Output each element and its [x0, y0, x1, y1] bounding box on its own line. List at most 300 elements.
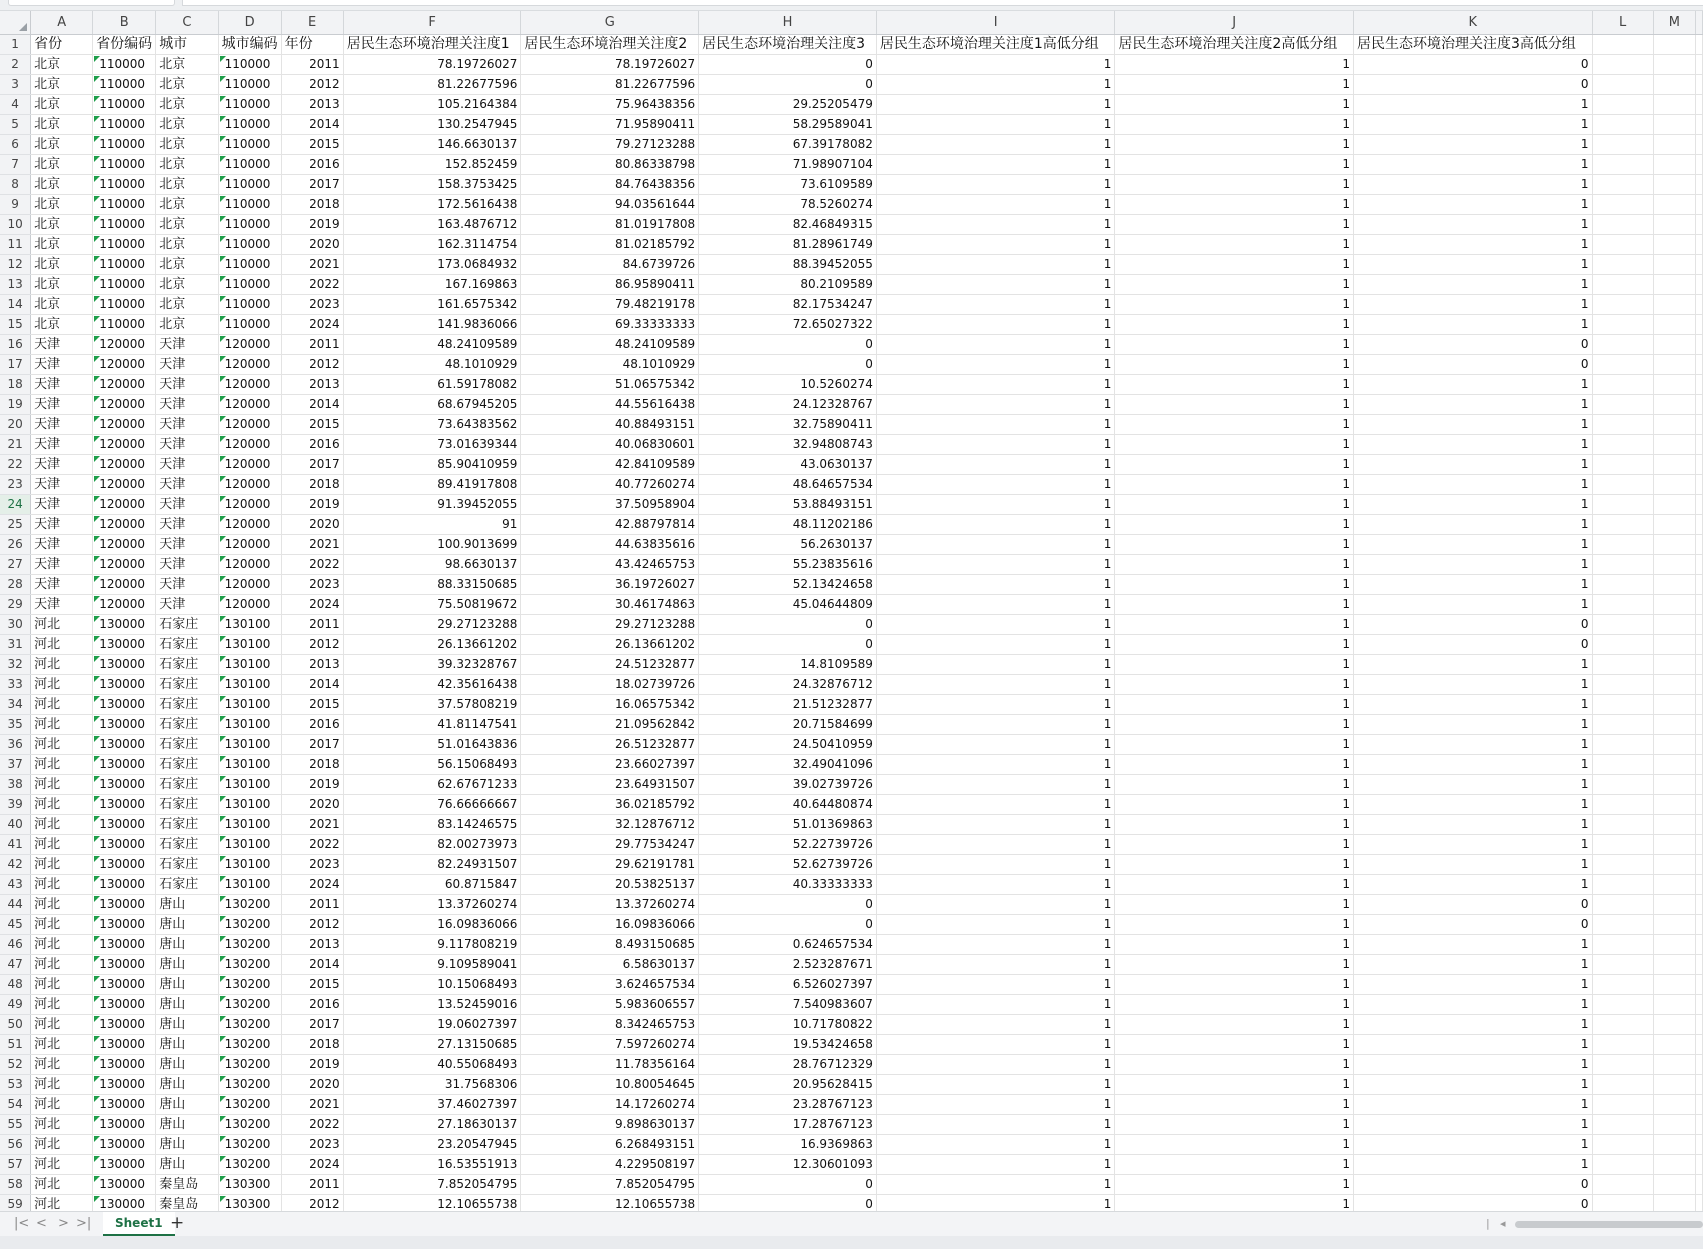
empty-cell[interactable]: [1696, 314, 1703, 334]
cell-a[interactable]: 河北: [31, 1174, 93, 1194]
cell-j[interactable]: 1: [1115, 354, 1354, 374]
cell-j[interactable]: 1: [1115, 974, 1354, 994]
cell-f[interactable]: 13.52459016: [343, 994, 521, 1014]
cell-g[interactable]: 40.77260274: [521, 474, 699, 494]
cell-g[interactable]: 14.17260274: [521, 1094, 699, 1114]
cell-f[interactable]: 73.01639344: [343, 434, 521, 454]
cell-i[interactable]: 1: [876, 974, 1115, 994]
cell-e[interactable]: 2022: [281, 1114, 343, 1134]
cell-h[interactable]: 82.17534247: [699, 294, 877, 314]
column-header-l[interactable]: L: [1592, 11, 1653, 34]
empty-cell[interactable]: [1653, 154, 1695, 174]
header-cell[interactable]: 城市编码: [218, 34, 281, 54]
cell-g[interactable]: 81.22677596: [521, 74, 699, 94]
cell-g[interactable]: 29.62191781: [521, 854, 699, 874]
cell-f[interactable]: 56.15068493: [343, 754, 521, 774]
cell-i[interactable]: 1: [876, 774, 1115, 794]
empty-cell[interactable]: [1592, 174, 1653, 194]
empty-cell[interactable]: [1592, 294, 1653, 314]
empty-cell[interactable]: [1696, 894, 1703, 914]
row-header[interactable]: 53: [0, 1074, 31, 1094]
empty-cell[interactable]: [1592, 594, 1653, 614]
cell-d[interactable]: 120000: [218, 414, 281, 434]
cell-h[interactable]: 48.11202186: [699, 514, 877, 534]
cell-h[interactable]: 2.523287671: [699, 954, 877, 974]
cell-e[interactable]: 2011: [281, 1174, 343, 1194]
cell-i[interactable]: 1: [876, 914, 1115, 934]
cell-a[interactable]: 天津: [31, 374, 93, 394]
row-header[interactable]: 55: [0, 1114, 31, 1134]
empty-cell[interactable]: [1696, 414, 1703, 434]
cell-d[interactable]: 110000: [218, 74, 281, 94]
cell-a[interactable]: 河北: [31, 734, 93, 754]
cell-d[interactable]: 130200: [218, 934, 281, 954]
empty-cell[interactable]: [1696, 274, 1703, 294]
cell-h[interactable]: 55.23835616: [699, 554, 877, 574]
cell-c[interactable]: 天津: [156, 354, 218, 374]
empty-cell[interactable]: [1696, 654, 1703, 674]
cell-d[interactable]: 130100: [218, 654, 281, 674]
cell-j[interactable]: 1: [1115, 634, 1354, 654]
cell-i[interactable]: 1: [876, 714, 1115, 734]
cell-e[interactable]: 2017: [281, 454, 343, 474]
cell-e[interactable]: 2023: [281, 854, 343, 874]
cell-k[interactable]: 1: [1353, 554, 1592, 574]
cell-j[interactable]: 1: [1115, 1094, 1354, 1114]
cell-g[interactable]: 84.6739726: [521, 254, 699, 274]
empty-cell[interactable]: [1592, 614, 1653, 634]
cell-d[interactable]: 130200: [218, 914, 281, 934]
cell-i[interactable]: 1: [876, 434, 1115, 454]
cell-h[interactable]: 0: [699, 334, 877, 354]
cell-b[interactable]: 120000: [93, 574, 156, 594]
cell-e[interactable]: 2020: [281, 234, 343, 254]
row-header[interactable]: 57: [0, 1154, 31, 1174]
cell-k[interactable]: 1: [1353, 954, 1592, 974]
cell-a[interactable]: 河北: [31, 894, 93, 914]
cell-d[interactable]: 110000: [218, 194, 281, 214]
empty-cell[interactable]: [1592, 834, 1653, 854]
cell-k[interactable]: 1: [1353, 1114, 1592, 1134]
cell-a[interactable]: 北京: [31, 274, 93, 294]
cell-h[interactable]: 56.2630137: [699, 534, 877, 554]
cell-i[interactable]: 1: [876, 94, 1115, 114]
cell-d[interactable]: 110000: [218, 254, 281, 274]
cell-b[interactable]: 110000: [93, 294, 156, 314]
header-cell[interactable]: 省份: [31, 34, 93, 54]
cell-g[interactable]: 79.48219178: [521, 294, 699, 314]
cell-d[interactable]: 130100: [218, 834, 281, 854]
cell-h[interactable]: 10.5260274: [699, 374, 877, 394]
cell-b[interactable]: 130000: [93, 1194, 156, 1211]
empty-cell[interactable]: [1592, 314, 1653, 334]
cell-k[interactable]: 1: [1353, 654, 1592, 674]
cell-d[interactable]: 120000: [218, 334, 281, 354]
cell-f[interactable]: 76.66666667: [343, 794, 521, 814]
empty-cell[interactable]: [1696, 194, 1703, 214]
cell-i[interactable]: 1: [876, 414, 1115, 434]
cell-g[interactable]: 30.46174863: [521, 594, 699, 614]
cell-b[interactable]: 130000: [93, 714, 156, 734]
empty-cell[interactable]: [1696, 834, 1703, 854]
cell-b[interactable]: 110000: [93, 154, 156, 174]
cell-f[interactable]: 173.0684932: [343, 254, 521, 274]
cell-c[interactable]: 石家庄: [156, 654, 218, 674]
cell-g[interactable]: 29.77534247: [521, 834, 699, 854]
cell-d[interactable]: 130100: [218, 754, 281, 774]
cell-k[interactable]: 1: [1353, 974, 1592, 994]
cell-g[interactable]: 78.19726027: [521, 54, 699, 74]
empty-cell[interactable]: [1696, 114, 1703, 134]
cell-h[interactable]: 40.33333333: [699, 874, 877, 894]
cell-i[interactable]: 1: [876, 834, 1115, 854]
cell-b[interactable]: 110000: [93, 54, 156, 74]
cell-i[interactable]: 1: [876, 1014, 1115, 1034]
cell-h[interactable]: 81.28961749: [699, 234, 877, 254]
cell-f[interactable]: 105.2164384: [343, 94, 521, 114]
cell-i[interactable]: 1: [876, 214, 1115, 234]
row-header[interactable]: 34: [0, 694, 31, 714]
empty-cell[interactable]: [1653, 474, 1695, 494]
empty-cell[interactable]: [1653, 534, 1695, 554]
empty-cell[interactable]: [1592, 754, 1653, 774]
cell-k[interactable]: 1: [1353, 694, 1592, 714]
cell-c[interactable]: 天津: [156, 554, 218, 574]
empty-cell[interactable]: [1592, 1014, 1653, 1034]
cell-f[interactable]: 10.15068493: [343, 974, 521, 994]
cell-f[interactable]: 146.6630137: [343, 134, 521, 154]
cell-k[interactable]: 1: [1353, 134, 1592, 154]
empty-cell[interactable]: [1653, 1034, 1695, 1054]
cell-g[interactable]: 94.03561644: [521, 194, 699, 214]
cell-a[interactable]: 天津: [31, 334, 93, 354]
empty-cell[interactable]: [1696, 54, 1703, 74]
empty-cell[interactable]: [1653, 674, 1695, 694]
empty-cell[interactable]: [1653, 494, 1695, 514]
empty-cell[interactable]: [1592, 74, 1653, 94]
cell-g[interactable]: 3.624657534: [521, 974, 699, 994]
cell-j[interactable]: 1: [1115, 1114, 1354, 1134]
cell-b[interactable]: 120000: [93, 534, 156, 554]
cell-h[interactable]: 24.32876712: [699, 674, 877, 694]
cell-d[interactable]: 120000: [218, 574, 281, 594]
cell-f[interactable]: 91: [343, 514, 521, 534]
cell-h[interactable]: 0: [699, 1194, 877, 1211]
cell-f[interactable]: 167.169863: [343, 274, 521, 294]
cell-a[interactable]: 河北: [31, 1154, 93, 1174]
empty-cell[interactable]: [1592, 354, 1653, 374]
cell-b[interactable]: 130000: [93, 1074, 156, 1094]
cell-e[interactable]: 2015: [281, 974, 343, 994]
cell-b[interactable]: 130000: [93, 934, 156, 954]
cell-d[interactable]: 130200: [218, 1034, 281, 1054]
empty-cell[interactable]: [1592, 814, 1653, 834]
cell-b[interactable]: 110000: [93, 94, 156, 114]
cell-a[interactable]: 北京: [31, 154, 93, 174]
cell-d[interactable]: 130300: [218, 1174, 281, 1194]
cell-h[interactable]: 0: [699, 1174, 877, 1194]
cell-a[interactable]: 天津: [31, 554, 93, 574]
empty-cell[interactable]: [1592, 214, 1653, 234]
cell-c[interactable]: 天津: [156, 454, 218, 474]
cell-c[interactable]: 北京: [156, 254, 218, 274]
empty-cell[interactable]: [1653, 1154, 1695, 1174]
cell-e[interactable]: 2018: [281, 194, 343, 214]
empty-cell[interactable]: [1696, 994, 1703, 1014]
cell-g[interactable]: 71.95890411: [521, 114, 699, 134]
empty-cell[interactable]: [1592, 934, 1653, 954]
cell-j[interactable]: 1: [1115, 254, 1354, 274]
cell-j[interactable]: 1: [1115, 1014, 1354, 1034]
empty-cell[interactable]: [1653, 454, 1695, 474]
scroll-left-icon[interactable]: ◂: [1500, 1217, 1506, 1230]
cell-g[interactable]: 37.50958904: [521, 494, 699, 514]
cell-k[interactable]: 1: [1353, 314, 1592, 334]
row-header[interactable]: 26: [0, 534, 31, 554]
cell-d[interactable]: 120000: [218, 374, 281, 394]
cell-f[interactable]: 27.18630137: [343, 1114, 521, 1134]
cell-f[interactable]: 141.9836066: [343, 314, 521, 334]
cell-h[interactable]: 0: [699, 634, 877, 654]
cell-g[interactable]: 7.852054795: [521, 1174, 699, 1194]
cell-g[interactable]: 44.63835616: [521, 534, 699, 554]
cell-k[interactable]: 0: [1353, 894, 1592, 914]
empty-cell[interactable]: [1592, 1194, 1653, 1211]
cell-k[interactable]: 1: [1353, 574, 1592, 594]
cell-i[interactable]: 1: [876, 854, 1115, 874]
empty-cell[interactable]: [1696, 374, 1703, 394]
cell-b[interactable]: 110000: [93, 194, 156, 214]
empty-cell[interactable]: [1696, 34, 1703, 54]
empty-cell[interactable]: [1592, 734, 1653, 754]
cell-i[interactable]: 1: [876, 54, 1115, 74]
cell-c[interactable]: 天津: [156, 414, 218, 434]
cell-k[interactable]: 0: [1353, 914, 1592, 934]
empty-cell[interactable]: [1653, 114, 1695, 134]
cell-k[interactable]: 1: [1353, 174, 1592, 194]
empty-cell[interactable]: [1696, 714, 1703, 734]
cell-h[interactable]: 14.8109589: [699, 654, 877, 674]
cell-j[interactable]: 1: [1115, 234, 1354, 254]
cell-e[interactable]: 2023: [281, 1134, 343, 1154]
cell-a[interactable]: 河北: [31, 634, 93, 654]
cell-b[interactable]: 130000: [93, 1094, 156, 1114]
cell-k[interactable]: 0: [1353, 74, 1592, 94]
row-header[interactable]: 41: [0, 834, 31, 854]
row-header[interactable]: 5: [0, 114, 31, 134]
cell-c[interactable]: 石家庄: [156, 734, 218, 754]
cell-e[interactable]: 2017: [281, 174, 343, 194]
empty-cell[interactable]: [1696, 954, 1703, 974]
cell-j[interactable]: 1: [1115, 274, 1354, 294]
cell-b[interactable]: 130000: [93, 634, 156, 654]
cell-c[interactable]: 北京: [156, 54, 218, 74]
cell-i[interactable]: 1: [876, 874, 1115, 894]
cell-d[interactable]: 110000: [218, 114, 281, 134]
cell-e[interactable]: 2018: [281, 1034, 343, 1054]
cell-k[interactable]: 1: [1353, 994, 1592, 1014]
cell-h[interactable]: 19.53424658: [699, 1034, 877, 1054]
cell-a[interactable]: 天津: [31, 594, 93, 614]
cell-f[interactable]: 42.35616438: [343, 674, 521, 694]
cell-i[interactable]: 1: [876, 174, 1115, 194]
empty-cell[interactable]: [1696, 1114, 1703, 1134]
empty-cell[interactable]: [1592, 854, 1653, 874]
cell-k[interactable]: 0: [1353, 54, 1592, 74]
cell-e[interactable]: 2019: [281, 214, 343, 234]
cell-g[interactable]: 26.51232877: [521, 734, 699, 754]
cell-g[interactable]: 21.09562842: [521, 714, 699, 734]
cell-f[interactable]: 91.39452055: [343, 494, 521, 514]
cell-j[interactable]: 1: [1115, 474, 1354, 494]
cell-a[interactable]: 河北: [31, 1054, 93, 1074]
empty-cell[interactable]: [1696, 1154, 1703, 1174]
cell-h[interactable]: 0: [699, 614, 877, 634]
cell-j[interactable]: 1: [1115, 1194, 1354, 1211]
cell-j[interactable]: 1: [1115, 154, 1354, 174]
cell-h[interactable]: 52.62739726: [699, 854, 877, 874]
cell-d[interactable]: 120000: [218, 534, 281, 554]
cell-a[interactable]: 河北: [31, 774, 93, 794]
cell-a[interactable]: 北京: [31, 74, 93, 94]
cell-i[interactable]: 1: [876, 734, 1115, 754]
cell-b[interactable]: 130000: [93, 1014, 156, 1034]
cell-a[interactable]: 河北: [31, 1074, 93, 1094]
row-header[interactable]: 29: [0, 594, 31, 614]
cell-k[interactable]: 1: [1353, 434, 1592, 454]
cell-j[interactable]: 1: [1115, 674, 1354, 694]
row-header[interactable]: 36: [0, 734, 31, 754]
cell-k[interactable]: 1: [1353, 154, 1592, 174]
cell-i[interactable]: 1: [876, 1054, 1115, 1074]
cell-a[interactable]: 河北: [31, 974, 93, 994]
cell-a[interactable]: 北京: [31, 194, 93, 214]
cell-k[interactable]: 1: [1353, 934, 1592, 954]
empty-cell[interactable]: [1592, 634, 1653, 654]
empty-cell[interactable]: [1696, 794, 1703, 814]
cell-c[interactable]: 石家庄: [156, 674, 218, 694]
empty-cell[interactable]: [1653, 794, 1695, 814]
cell-j[interactable]: 1: [1115, 1034, 1354, 1054]
cell-b[interactable]: 120000: [93, 374, 156, 394]
cell-b[interactable]: 130000: [93, 734, 156, 754]
header-cell[interactable]: 居民生态环境治理关注度1高低分组: [876, 34, 1115, 54]
cell-e[interactable]: 2012: [281, 1194, 343, 1211]
empty-cell[interactable]: [1696, 74, 1703, 94]
cell-c[interactable]: 北京: [156, 94, 218, 114]
row-header[interactable]: 31: [0, 634, 31, 654]
cell-b[interactable]: 110000: [93, 234, 156, 254]
cell-a[interactable]: 天津: [31, 454, 93, 474]
header-cell[interactable]: 居民生态环境治理关注度2高低分组: [1115, 34, 1354, 54]
empty-cell[interactable]: [1653, 214, 1695, 234]
cell-g[interactable]: 43.42465753: [521, 554, 699, 574]
cell-b[interactable]: 130000: [93, 814, 156, 834]
cell-e[interactable]: 2015: [281, 414, 343, 434]
empty-cell[interactable]: [1592, 974, 1653, 994]
cell-k[interactable]: 1: [1353, 214, 1592, 234]
cell-j[interactable]: 1: [1115, 194, 1354, 214]
cell-f[interactable]: 37.46027397: [343, 1094, 521, 1114]
cell-j[interactable]: 1: [1115, 834, 1354, 854]
cell-c[interactable]: 天津: [156, 434, 218, 454]
cell-i[interactable]: 1: [876, 394, 1115, 414]
cell-j[interactable]: 1: [1115, 54, 1354, 74]
empty-cell[interactable]: [1653, 1134, 1695, 1154]
cell-e[interactable]: 2024: [281, 314, 343, 334]
cell-k[interactable]: 0: [1353, 1194, 1592, 1211]
cell-j[interactable]: 1: [1115, 494, 1354, 514]
cell-a[interactable]: 天津: [31, 494, 93, 514]
cell-d[interactable]: 110000: [218, 54, 281, 74]
formula-input[interactable]: [182, 0, 1703, 6]
empty-cell[interactable]: [1696, 254, 1703, 274]
empty-cell[interactable]: [1696, 554, 1703, 574]
cell-b[interactable]: 130000: [93, 994, 156, 1014]
cell-g[interactable]: 5.983606557: [521, 994, 699, 1014]
row-header[interactable]: 6: [0, 134, 31, 154]
row-header[interactable]: 44: [0, 894, 31, 914]
cell-d[interactable]: 120000: [218, 394, 281, 414]
empty-cell[interactable]: [1696, 594, 1703, 614]
cell-d[interactable]: 130100: [218, 814, 281, 834]
cell-h[interactable]: 6.526027397: [699, 974, 877, 994]
cell-b[interactable]: 130000: [93, 854, 156, 874]
empty-cell[interactable]: [1653, 434, 1695, 454]
cell-f[interactable]: 89.41917808: [343, 474, 521, 494]
empty-cell[interactable]: [1653, 274, 1695, 294]
cell-a[interactable]: 河北: [31, 994, 93, 1014]
cell-g[interactable]: 36.02185792: [521, 794, 699, 814]
cell-f[interactable]: 85.90410959: [343, 454, 521, 474]
cell-e[interactable]: 2011: [281, 334, 343, 354]
cell-g[interactable]: 10.80054645: [521, 1074, 699, 1094]
cell-g[interactable]: 40.06830601: [521, 434, 699, 454]
cell-i[interactable]: 1: [876, 554, 1115, 574]
empty-cell[interactable]: [1592, 134, 1653, 154]
cell-j[interactable]: 1: [1115, 334, 1354, 354]
cell-f[interactable]: 162.3114754: [343, 234, 521, 254]
cell-b[interactable]: 120000: [93, 474, 156, 494]
cell-k[interactable]: 1: [1353, 194, 1592, 214]
cell-a[interactable]: 天津: [31, 394, 93, 414]
empty-cell[interactable]: [1696, 94, 1703, 114]
cell-k[interactable]: 1: [1353, 1134, 1592, 1154]
row-header[interactable]: 12: [0, 254, 31, 274]
empty-cell[interactable]: [1696, 534, 1703, 554]
empty-cell[interactable]: [1592, 34, 1653, 54]
empty-cell[interactable]: [1592, 514, 1653, 534]
cell-c[interactable]: 天津: [156, 494, 218, 514]
empty-cell[interactable]: [1653, 354, 1695, 374]
cell-d[interactable]: 130200: [218, 1094, 281, 1114]
cell-h[interactable]: 67.39178082: [699, 134, 877, 154]
cell-d[interactable]: 130200: [218, 974, 281, 994]
cell-k[interactable]: 1: [1353, 794, 1592, 814]
cell-f[interactable]: 82.00273973: [343, 834, 521, 854]
cell-j[interactable]: 1: [1115, 454, 1354, 474]
cell-c[interactable]: 唐山: [156, 1094, 218, 1114]
cell-j[interactable]: 1: [1115, 114, 1354, 134]
cell-d[interactable]: 130100: [218, 634, 281, 654]
cell-e[interactable]: 2017: [281, 1014, 343, 1034]
cell-i[interactable]: 1: [876, 74, 1115, 94]
cell-e[interactable]: 2022: [281, 274, 343, 294]
row-header[interactable]: 42: [0, 854, 31, 874]
cell-c[interactable]: 石家庄: [156, 834, 218, 854]
cell-a[interactable]: 北京: [31, 94, 93, 114]
cell-f[interactable]: 13.37260274: [343, 894, 521, 914]
